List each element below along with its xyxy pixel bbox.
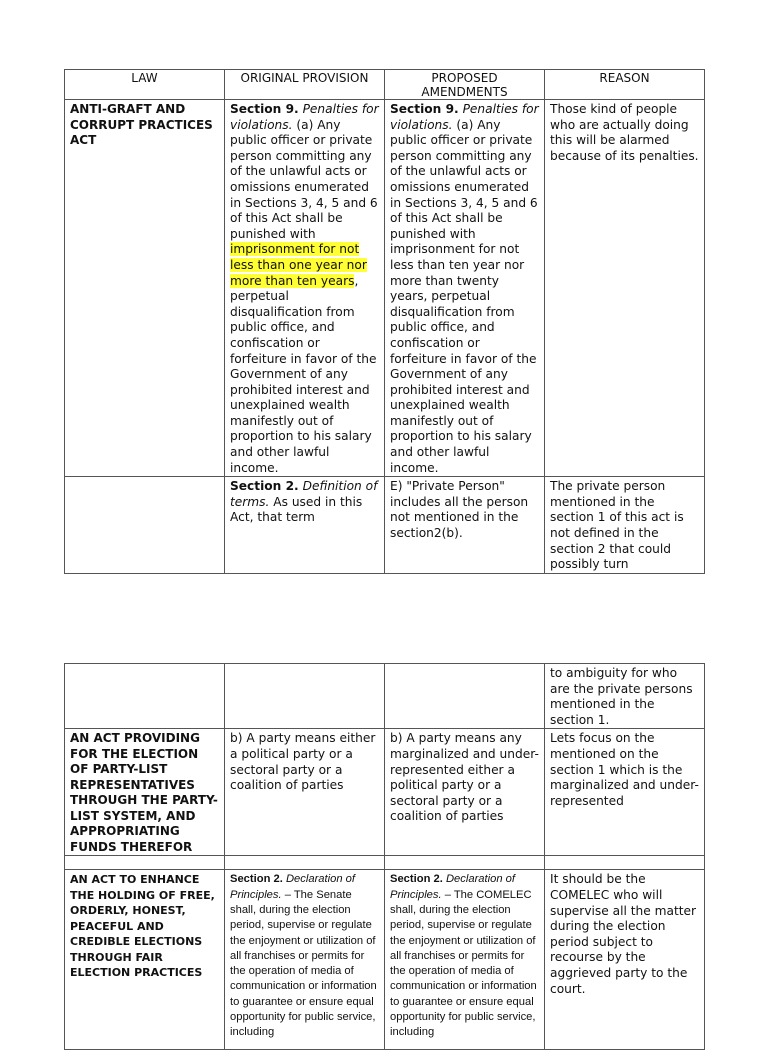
law-cell (65, 856, 225, 870)
law-cell (65, 477, 225, 574)
table-row (65, 477, 705, 574)
law-cell (65, 664, 225, 729)
table-row (65, 100, 705, 477)
table-row (65, 729, 705, 856)
section-number: Section 2. (390, 873, 443, 886)
table-header-row (65, 70, 705, 100)
proposed-amendment-cell (385, 664, 545, 729)
highlighted-text: imprisonment for not less than one year nor more than ten years (230, 242, 367, 288)
section-title: Declaration of Principles. (390, 873, 515, 901)
table-row (65, 870, 705, 1050)
original-provision-cell: b) A party means either a political party or a sectoral party or a coalition of parties (225, 729, 385, 856)
section-number: Section 9. (390, 102, 459, 116)
reason-cell: The private person mentioned in the section 1 of this act is not defined in the section 2 that could possibly turn (545, 477, 705, 574)
reason-cell: It should be the COMELEC who will supervise all the matter during the election period subject to recourse by the aggrieved party to the court. (545, 870, 705, 1050)
amendment-text: (a) Any public officer or private person committing any of the unlawful acts or omissions enumerated in Sections 3, 4, 5 and 6 of this Act shall be punished with imprisonment for not less than ten year nor more than twenty years, perpetual disqualification from public office, and confiscation or forfeiture in favor of the Government of any prohibited interest and unexplained wealth manifestly out of proportion to his salary and other lawful income. (390, 117, 538, 475)
header-law: LAW (65, 70, 225, 100)
section-title: Declaration of Principles. (230, 873, 355, 901)
reason-cell: Lets focus on the mentioned on the section 1 which is the marginalized and under-represented (545, 729, 705, 856)
proposed-amendment-cell: b) A party means any marginalized and under-represented either a political party or a sectoral party or a coalition of parties (385, 729, 545, 856)
table-row (65, 664, 705, 729)
amendment-text: – The COMELEC shall, during the election period, supervise or regulate the enjoyment or utilization of all franchises or permits for the operation of media of communication or information to guarantee or ensure equal opportunity for public service, including (390, 888, 537, 1039)
section-title: Penalties for violations. (390, 102, 539, 132)
reason-cell (545, 856, 705, 870)
section-number: Section 2. (230, 479, 299, 494)
original-provision-cell (225, 477, 385, 574)
law-cell: AN ACT TO ENHANCE THE HOLDING OF FREE, ORDERLY, HONEST, PEACEFUL AND CREDIBLE ELECTIONS THROUGH FAIR ELECTION PRACTICES (65, 870, 225, 1050)
original-provision-cell (225, 664, 385, 729)
table-row (65, 856, 705, 870)
law-cell: AN ACT PROVIDING FOR THE ELECTION OF PARTY-LIST REPRESENTATIVES THROUGH THE PARTY-LIST SYSTEM, AND APPROPRIATING FUNDS THEREFOR (65, 729, 225, 856)
provision-text: , perpetual disqualification from public office, and confiscation or forfeiture in favor of the Government of any prohibited interest and unexplained wealth manifestly out of proportion to his salary and other lawful income. (230, 273, 377, 475)
proposed-amendment-cell: E) "Private Person" includes all the person not mentioned in the section2(b). (385, 477, 545, 574)
reason-cell: Those kind of people who are actually doing this will be alarmed because of its penalties. (545, 100, 705, 477)
law-cell: ANTI-GRAFT AND CORRUPT PRACTICES ACT (65, 100, 225, 477)
provision-text: – The Senate shall, during the election period, supervise or regulate the enjoyment or utilization of all franchises or permits for the operation of media of communication or information to guarantee or ensure equal opportunity for public service, including (230, 888, 377, 1039)
header-proposed-amendments: PROPOSED AMENDMENTS (385, 70, 545, 100)
original-provision-cell (225, 870, 385, 1050)
section-number: Section 2. (230, 873, 283, 886)
proposed-amendment-cell (385, 856, 545, 870)
amendments-table-2 (64, 663, 705, 1050)
reason-cell: to ambiguity for who are the private persons mentioned in the section 1. (545, 664, 705, 729)
header-original-provision: ORIGINAL PROVISION (225, 70, 385, 100)
provision-text: (a) Any public officer or private person committing any of the unlawful acts or omissions enumerated in Sections 3, 4, 5 and 6 of this Act shall be punished with (230, 117, 378, 241)
section-title: Penalties for violations. (230, 102, 379, 132)
original-provision-cell (225, 856, 385, 870)
original-provision-cell (225, 100, 385, 477)
proposed-amendment-cell (385, 870, 545, 1050)
table-page-2 (64, 663, 705, 1050)
table-page-1 (64, 69, 705, 574)
section-number: Section 9. (230, 102, 299, 116)
section-title: Definition of terms. (230, 479, 378, 509)
amendments-table-1 (64, 69, 705, 574)
header-reason: REASON (545, 70, 705, 100)
provision-text: As used in this Act, that term (230, 494, 363, 525)
proposed-amendment-cell (385, 100, 545, 477)
